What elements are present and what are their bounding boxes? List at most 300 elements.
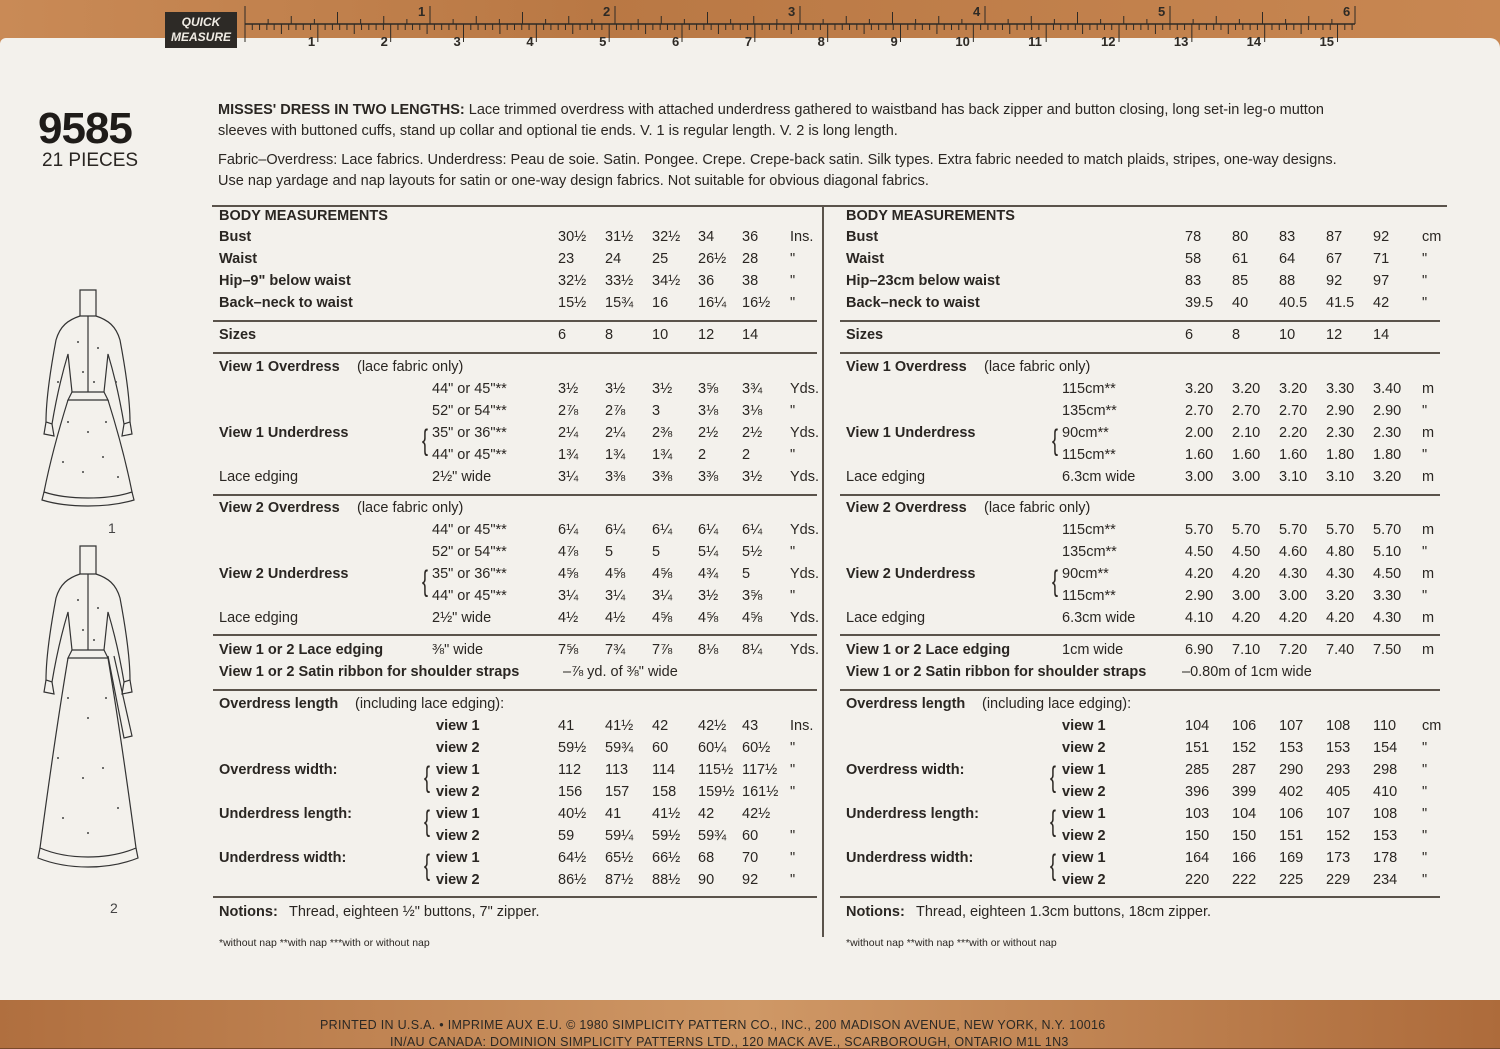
lace-edging-label: Lace edging (846, 469, 926, 485)
measurement-label: Bust (846, 229, 879, 245)
measurement-value: 40.5 (1279, 295, 1308, 311)
view1-overdress-note: (lace fabric only) (357, 359, 464, 375)
notions-text: Thread, eighteen ½" buttons, 7" zipper. (289, 904, 540, 920)
finished-value: 108 (1326, 718, 1351, 734)
measurement-label: Hip–23cm below waist (846, 273, 1000, 289)
view2-overdress-title: View 2 Overdress (846, 500, 967, 516)
view-label: view 1 (436, 806, 480, 822)
unit-label: " (790, 588, 796, 604)
sizes-label: Sizes (219, 327, 257, 343)
measurement-value: 23 (558, 251, 575, 267)
unit-label: " (790, 251, 796, 267)
finished-value: 60 (652, 740, 669, 756)
finished-value: 70 (742, 850, 759, 866)
measurement-value: 78 (1185, 229, 1202, 245)
yardage-value: 2 (698, 447, 707, 463)
finished-value: 112 (558, 762, 582, 778)
lace-edging-label: Lace edging (846, 610, 926, 626)
view-label: view 2 (436, 828, 480, 844)
measurement-value: 33½ (605, 273, 634, 289)
measurement-value: 34½ (652, 273, 681, 289)
finished-value: 103 (1185, 806, 1210, 822)
yardage-value: 1¾ (605, 447, 626, 463)
yardage-value: 3.10 (1326, 469, 1355, 485)
unit-label: " (790, 403, 796, 419)
finished-value: 59¾ (698, 828, 727, 844)
yardage-value: 4.20 (1185, 566, 1214, 582)
yardage-value: 4.30 (1326, 566, 1355, 582)
unit-label: " (1422, 295, 1428, 311)
view-label: view 2 (436, 740, 480, 756)
yardage-value: 2.90 (1185, 588, 1214, 604)
yardage-value: 2½ (742, 425, 763, 441)
finished-value: 106 (1232, 718, 1257, 734)
ruler-cm-label: 11 (1028, 34, 1042, 49)
finished-value: 41½ (605, 718, 634, 734)
finished-value: 222 (1232, 872, 1257, 888)
view1-underdress-title: View 1 Underdress (219, 425, 349, 441)
yardage-value: 4⅞ (558, 544, 579, 560)
ribbon-label: View 1 or 2 Satin ribbon for shoulder straps (846, 664, 1147, 680)
finished-value: 41½ (652, 806, 681, 822)
fabric-line-1: Fabric–Overdress: Lace fabrics. Underdress: Peau de soie. Satin. Pongee. Crepe. Crepe-back satin. Silk types. Extra fabric needed to match plaids, stripes, one-way designs. (218, 152, 1337, 168)
fabric-width: 35" or 36"** (432, 425, 507, 441)
unit-label: " (790, 828, 796, 844)
finished-value: 65½ (605, 850, 634, 866)
yardage-value: 4.50 (1232, 544, 1261, 560)
yardage-value: 2.70 (1185, 403, 1214, 419)
yardage-value: 3⅛ (742, 403, 763, 419)
fabric-width: 44" or 45"** (432, 447, 507, 463)
measurement-value: 58 (1185, 251, 1202, 267)
view1-rule (840, 494, 1440, 496)
unit-label: " (1422, 251, 1428, 267)
finished-value: 59¼ (605, 828, 634, 844)
measurement-value: 97 (1373, 273, 1390, 289)
unit-label: m (1422, 566, 1435, 582)
measurement-value: 88 (1279, 273, 1296, 289)
yardage-value: 5.70 (1373, 522, 1402, 538)
fabric-width: 44" or 45"** (432, 381, 507, 397)
finished-value: 113 (605, 762, 629, 778)
yardage-value: 7⅞ (652, 642, 673, 658)
underdress-length-label: Underdress length: (846, 806, 979, 822)
quick-measure-label: QUICK MEASURE (165, 12, 237, 48)
yardage-value: 2 (742, 447, 751, 463)
fabric-width: 115cm** (1062, 588, 1116, 604)
finished-value: 150 (1232, 828, 1257, 844)
yardage-value: 3.10 (1279, 469, 1308, 485)
yardage-value: 4.50 (1185, 544, 1214, 560)
yardage-value: 2¼ (605, 425, 626, 441)
yardage-value: 5.70 (1326, 522, 1355, 538)
ribbon-text: –0.80m of 1cm wide (1182, 664, 1312, 680)
finished-value: 107 (1279, 718, 1304, 734)
brace-glyph: { (424, 805, 431, 838)
view-label: view 1 (1062, 850, 1106, 866)
size-value: 6 (1185, 327, 1194, 343)
measurement-label: Hip–9" below waist (219, 273, 351, 289)
unit-label: " (1422, 762, 1428, 778)
view-label: view 2 (1062, 740, 1106, 756)
ruler-cm-label: 13 (1173, 34, 1189, 49)
view-label: view 1 (436, 718, 480, 734)
finished-value: 164 (1185, 850, 1210, 866)
unit-label: Ins. (790, 718, 814, 734)
measurement-value: 26½ (698, 251, 727, 267)
view1-overdress-title: View 1 Overdress (219, 359, 340, 375)
yardage-value: 1¾ (652, 447, 673, 463)
yardage-value: 5 (605, 544, 614, 560)
unit-label: " (1422, 828, 1428, 844)
footnote: *without nap **with nap ***with or without nap (219, 937, 430, 949)
unit-label: " (1422, 273, 1428, 289)
yardage-value: 7.50 (1373, 642, 1402, 658)
yardage-value: 2.30 (1326, 425, 1355, 441)
measurement-value: 61 (1232, 251, 1249, 267)
yardage-value: 1.80 (1326, 447, 1355, 463)
sizes-rule-bottom (840, 352, 1440, 354)
yardage-value: 3½ (742, 469, 763, 485)
yardage-value: 4.20 (1232, 610, 1261, 626)
finished-value: 117½ (742, 762, 778, 778)
yardage-value: 3¾ (742, 381, 763, 397)
ruler-cm-label: 8 (817, 34, 825, 49)
lace-edging-label: Lace edging (219, 469, 299, 485)
yardage-value: 4.80 (1326, 544, 1355, 560)
unit-label: Yds. (790, 425, 820, 441)
finished-value: 161½ (742, 784, 779, 800)
ruler-cm-label: 14 (1246, 34, 1262, 49)
measurement-value: 16½ (742, 295, 771, 311)
ribbon-rule (213, 689, 817, 691)
unit-label: " (790, 872, 796, 888)
unit-label: " (790, 447, 796, 463)
ruler-cm-label: 2 (380, 34, 388, 49)
measurement-value: 92 (1373, 229, 1390, 245)
view2-underdress-title: View 2 Underdress (219, 566, 349, 582)
view-label: view 1 (436, 762, 480, 778)
fabric-width: 44" or 45"** (432, 588, 507, 604)
yardage-value: 5½ (742, 544, 763, 560)
notions-label: Notions: (219, 904, 278, 920)
underdress-width-label: Underdress width: (219, 850, 347, 866)
fabric-width: 135cm** (1062, 544, 1117, 560)
size-value: 12 (1326, 327, 1343, 343)
overdress-length-note: (including lace edging): (982, 696, 1132, 712)
yardage-value: 1.60 (1279, 447, 1308, 463)
fabric-line-2: Use nap yardage and nap layouts for satin or one-way design fabrics. Not suitable for obvious diagonal fabrics. (218, 173, 929, 189)
view-label: view 1 (1062, 718, 1106, 734)
size-value: 10 (1279, 327, 1296, 343)
yardage-value: 2½ (698, 425, 719, 441)
yardage-value: 5 (742, 566, 751, 582)
finished-value: 60½ (742, 740, 771, 756)
finished-value: 110 (1373, 718, 1397, 734)
lace-width: 2½" wide (432, 610, 492, 626)
view2-rule (213, 634, 817, 636)
unit-label: Yds. (790, 381, 820, 397)
unit-label: " (1422, 447, 1428, 463)
yardage-value: 3½ (605, 381, 626, 397)
view-label: view 2 (436, 784, 480, 800)
yardage-value: 4.20 (1279, 610, 1308, 626)
yardage-value: 3.20 (1232, 381, 1261, 397)
view2-overdress-title: View 2 Overdress (219, 500, 340, 516)
ruler-inch-label: 1 (418, 4, 426, 19)
yardage-value: 3⅝ (742, 588, 763, 604)
description-text-1: Lace trimmed overdress with attached underdress gathered to waistband has back zipper and button closing, long set-in leg-o mutton (464, 102, 1324, 118)
measurement-value: 16¼ (698, 295, 727, 311)
unit-label: " (1422, 784, 1428, 800)
description-text-2: sleeves with buttoned cuffs, stand up collar and optional tie ends. V. 1 is regular length. V. 2 is long length. (218, 123, 898, 139)
yardage-value: 1.60 (1185, 447, 1214, 463)
notions-rule (213, 896, 817, 898)
brace-glyph: { (422, 424, 429, 457)
yardage-value: 1.80 (1373, 447, 1402, 463)
finished-value: 166 (1232, 850, 1257, 866)
size-value: 6 (558, 327, 567, 343)
yardage-value: 4⅝ (558, 566, 579, 582)
ruler-cm-label: 4 (526, 34, 534, 49)
view-label: view 1 (1062, 762, 1106, 778)
yardage-value: 3¼ (605, 588, 626, 604)
unit-label: " (790, 784, 796, 800)
view1-or-2-lace-label: View 1 or 2 Lace edging (846, 642, 1011, 658)
measurement-value: 28 (742, 251, 759, 267)
finished-value: 104 (1232, 806, 1257, 822)
yardage-value: 2.70 (1232, 403, 1261, 419)
view-2-dress-illustration (28, 538, 148, 878)
yardage-value: 6¼ (698, 522, 719, 538)
view1-underdress-title: View 1 Underdress (846, 425, 976, 441)
yardage-value: 3.00 (1232, 469, 1261, 485)
finished-value: 59½ (558, 740, 587, 756)
measurement-value: 83 (1185, 273, 1202, 289)
printed-in-usa: PRINTED IN U.S.A. • IMPRIME AUX E.U. © 1980 SIMPLICITY PATTERN CO., INC., 200 MADISON AVENUE, NEW YORK, N.Y. 10016 (320, 1018, 1106, 1032)
unit-label: " (1422, 403, 1428, 419)
yardage-value: 4⅝ (605, 566, 626, 582)
size-value: 10 (652, 327, 669, 343)
measurement-value: 36 (742, 229, 759, 245)
finished-value: 41 (605, 806, 622, 822)
unit-label: Yds. (790, 469, 820, 485)
finished-value: 156 (558, 784, 583, 800)
yardage-value: 3½ (558, 381, 579, 397)
finished-value: 114 (652, 762, 676, 778)
view-1-number: 1 (108, 520, 116, 536)
measurement-label: Back–neck to waist (219, 295, 353, 311)
yardage-value: 5.70 (1185, 522, 1214, 538)
yardage-value: 7¾ (605, 642, 626, 658)
finished-value: 88½ (652, 872, 681, 888)
view1-overdress-title: View 1 Overdress (846, 359, 967, 375)
measurement-value: 15¾ (605, 295, 634, 311)
measurement-value: 87 (1326, 229, 1343, 245)
overdress-length-title: Overdress length (219, 696, 339, 712)
yardage-value: 7⅝ (558, 642, 579, 658)
finished-value: 158 (652, 784, 677, 800)
lace-width: 6.3cm wide (1062, 610, 1136, 626)
yardage-value: 7.40 (1326, 642, 1355, 658)
measurement-label: Waist (219, 251, 258, 267)
yardage-value: 7.10 (1232, 642, 1261, 658)
size-value: 8 (605, 327, 614, 343)
brace-glyph: { (424, 849, 431, 882)
finished-value: 298 (1373, 762, 1398, 778)
measurement-value: 38 (742, 273, 759, 289)
yardage-value: 4⅝ (742, 610, 763, 626)
fabric-width: 90cm** (1062, 425, 1109, 441)
yardage-value: 4.30 (1279, 566, 1308, 582)
yardage-value: 6¼ (652, 522, 673, 538)
yardage-value: 5.70 (1232, 522, 1261, 538)
sizes-label: Sizes (846, 327, 884, 343)
yardage-value: 4.50 (1373, 566, 1402, 582)
view-label: view 2 (436, 872, 480, 888)
measurement-value: 32½ (558, 273, 587, 289)
yardage-value: 3¼ (652, 588, 673, 604)
ribbon-rule (840, 689, 1440, 691)
measurement-value: 30½ (558, 229, 587, 245)
unit-label: Ins. (790, 229, 814, 245)
finished-value: 173 (1326, 850, 1351, 866)
ruler-inch-label: 3 (788, 4, 796, 19)
measurement-value: 83 (1279, 229, 1296, 245)
measurement-value: 80 (1232, 229, 1249, 245)
fabric-width: 115cm** (1062, 381, 1116, 397)
ruler-cm-label: 12 (1101, 34, 1116, 49)
yardage-value: 3.30 (1326, 381, 1355, 397)
sizes-rule-bottom (213, 352, 817, 354)
yardage-value: 2.20 (1279, 425, 1308, 441)
ruler-cm-label: 7 (744, 34, 753, 49)
yardage-value: 3½ (652, 381, 673, 397)
finished-value: 150 (1185, 828, 1210, 844)
finished-value: 151 (1185, 740, 1210, 756)
finished-value: 229 (1326, 872, 1351, 888)
measurement-value: 40 (1232, 295, 1249, 311)
measurement-value: 92 (1326, 273, 1343, 289)
yardage-value: 2⅞ (558, 403, 579, 419)
finished-value: 178 (1373, 850, 1398, 866)
unit-label: " (790, 762, 796, 778)
finished-value: 410 (1373, 784, 1398, 800)
finished-value: 159½ (698, 784, 735, 800)
yardage-value: 3⅜ (605, 469, 626, 485)
size-value: 14 (742, 327, 759, 343)
brace-glyph: { (1050, 805, 1057, 838)
yardage-value: 5¼ (698, 544, 719, 560)
yardage-value: 3⅜ (652, 469, 673, 485)
unit-label: " (790, 850, 796, 866)
yardage-value: 2⅜ (652, 425, 673, 441)
top-rule (212, 205, 1447, 207)
yardage-value: 4⅝ (652, 566, 673, 582)
yardage-value: 4¾ (698, 566, 719, 582)
lace-width: ⅜" wide (432, 642, 484, 658)
ruler-cm-label: 1 (307, 34, 316, 49)
yardage-value: 3⅛ (698, 403, 719, 419)
finished-value: 152 (1232, 740, 1257, 756)
view2-overdress-note: (lace fabric only) (357, 500, 464, 516)
description-title: MISSES' DRESS IN TWO LENGTHS: (218, 102, 465, 118)
measurement-value: 41.5 (1326, 295, 1355, 311)
yardage-value: 3.00 (1185, 469, 1214, 485)
unit-label: m (1422, 610, 1435, 626)
sizes-rule-top (213, 320, 817, 322)
view1-or-2-lace-label: View 1 or 2 Lace edging (219, 642, 384, 658)
yardage-value: 2⅞ (605, 403, 626, 419)
yardage-value: 3.30 (1373, 588, 1402, 604)
finished-value: 59 (558, 828, 575, 844)
finished-value: 154 (1373, 740, 1398, 756)
body-measurements-title: BODY MEASUREMENTS (846, 208, 1015, 224)
finished-value: 290 (1279, 762, 1304, 778)
ruler-inch-label: 4 (973, 4, 981, 19)
measurement-label: Back–neck to waist (846, 295, 980, 311)
measurement-label: Waist (846, 251, 885, 267)
view-label: view 1 (436, 850, 480, 866)
finished-value: 68 (698, 850, 715, 866)
yardage-value: 4.20 (1232, 566, 1261, 582)
overdress-width-label: Overdress width: (219, 762, 338, 778)
size-value: 12 (698, 327, 715, 343)
notions-label: Notions: (846, 904, 905, 920)
overdress-width-label: Overdress width: (846, 762, 965, 778)
yardage-value: 4⅝ (698, 610, 719, 626)
measurement-value: 64 (1279, 251, 1296, 267)
yardage-value: 3¼ (558, 588, 579, 604)
pattern-number: 9585 (38, 104, 132, 153)
lace-width: 6.3cm wide (1062, 469, 1136, 485)
finished-value: 402 (1279, 784, 1304, 800)
fabric-width: 35" or 36"** (432, 566, 507, 582)
pieces-count: 21 PIECES (42, 150, 139, 171)
finished-value: 42 (698, 806, 715, 822)
unit-label: " (790, 740, 796, 756)
unit-label: m (1422, 642, 1435, 658)
finished-value: 396 (1185, 784, 1210, 800)
yardage-value: 1.60 (1232, 447, 1261, 463)
finished-value: 399 (1232, 784, 1257, 800)
unit-label: " (1422, 740, 1428, 756)
finished-value: 86½ (558, 872, 587, 888)
view2-underdress-title: View 2 Underdress (846, 566, 976, 582)
yardage-value: 3.00 (1232, 588, 1261, 604)
yardage-value: 2.90 (1373, 403, 1402, 419)
description (218, 100, 1468, 142)
finished-value: 43 (742, 718, 759, 734)
unit-label: " (1422, 544, 1428, 560)
fabric-notes (218, 150, 1468, 192)
yardage-value: 6.90 (1185, 642, 1214, 658)
measurement-value: 71 (1373, 251, 1390, 267)
yardage-value: 4½ (605, 610, 626, 626)
finished-value: 42½ (698, 718, 727, 734)
fabric-width: 115cm** (1062, 447, 1116, 463)
measurement-label: Bust (219, 229, 252, 245)
brace-glyph: { (1050, 849, 1057, 882)
fabric-width: 115cm** (1062, 522, 1116, 538)
unit-label: " (1422, 872, 1428, 888)
fabric-width: 135cm** (1062, 403, 1117, 419)
finished-value: 152 (1326, 828, 1351, 844)
fabric-width: 44" or 45"** (432, 522, 507, 538)
yardage-value: 5 (652, 544, 661, 560)
body-measurements-title: BODY MEASUREMENTS (219, 208, 388, 224)
finished-value: 287 (1232, 762, 1257, 778)
